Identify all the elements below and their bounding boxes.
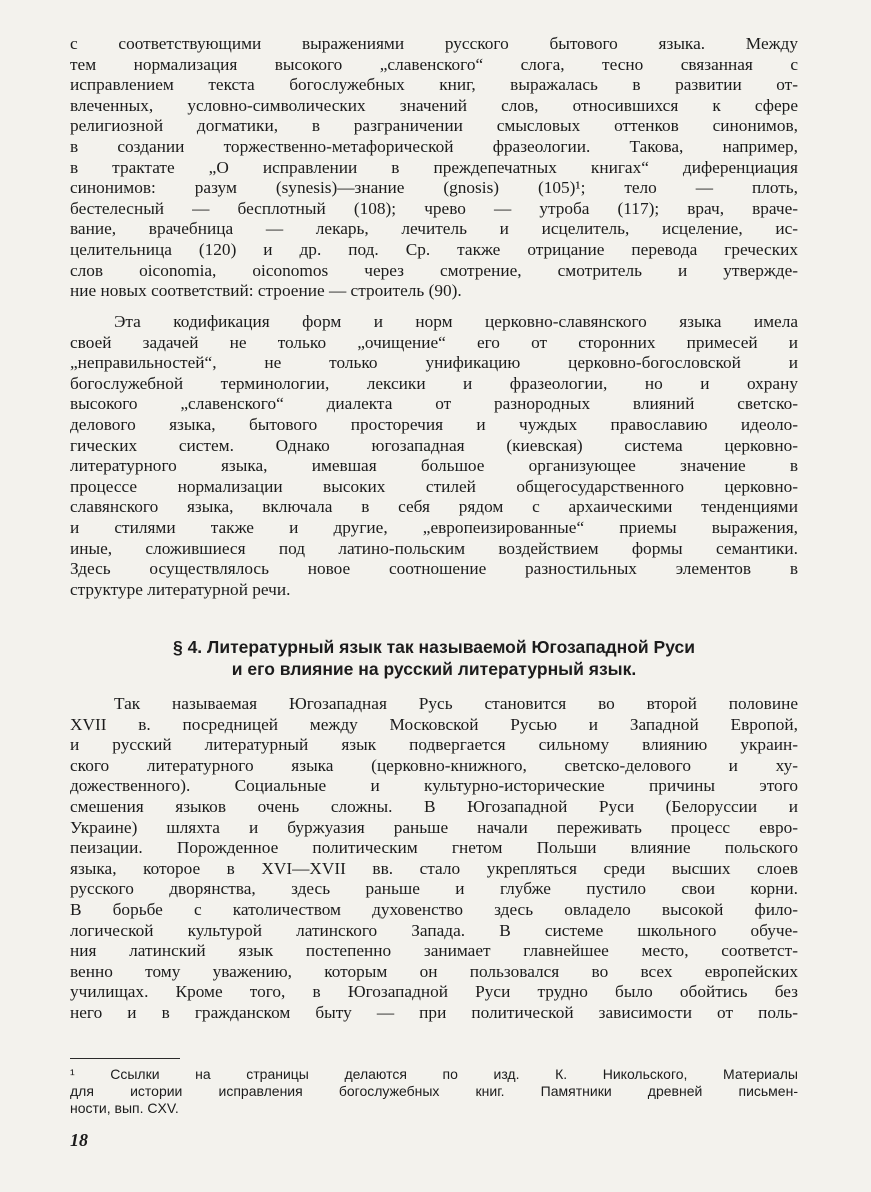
text-line: целительница (120) и др. под. Ср. также отрицание перевода греческих [70, 239, 798, 259]
text-line: ние новых соответствий: строение — строитель (90). [70, 281, 462, 301]
footnote [70, 1066, 798, 1117]
text-line: литературного языка, имевшая большое организующее значение в [70, 456, 798, 476]
text-line: слов oiconomia, oiconomos через смотрение, смотритель и утвержде- [70, 260, 798, 280]
footnote-divider [70, 1058, 180, 1059]
text-line: логической культурой латинского Запада. В системе школьного обуче- [70, 920, 798, 940]
text-line: делового языка, бытового просторечия и чуждых православию идеоло- [70, 414, 798, 434]
text-line: и стилями также и другие, „европеизированные“ приемы выражения, [70, 517, 798, 537]
footnote-line: для истории исправления богослужебных книг. Памятники древней письмен- [70, 1083, 798, 1099]
text-line: в трактате „О исправлении в преждепечатных книгах“ диференциация [70, 157, 798, 177]
text-line: своей задачей не только „очищение“ его от сторонних примесей и [70, 332, 798, 352]
text-line: в создании торжественно-метафорической фразеологии. Такова, например, [70, 136, 798, 156]
text-line: вание, врачебница — лекарь, лечитель и исцелитель, исцеление, ис- [70, 219, 798, 239]
paragraph-1 [70, 34, 798, 302]
text-line: славянского языка, включала в себя рядом с архаическими тенденциями [70, 497, 798, 517]
text-line: „неправильностей“, не только унификацию церковно-богословской и [70, 353, 798, 373]
text-line: дожественного). Социальные и культурно-исторические причины этого [70, 776, 798, 796]
text-line: влеченных, условно-символических значений слов, относившихся к сфере [70, 95, 798, 115]
text-line: русского дворянства, здесь раньше и глубже пустило свои корни. [70, 879, 798, 899]
section-heading [70, 636, 798, 680]
text-line: ского литературного языка (церковно-книжного, светско-делового и ху- [70, 755, 798, 775]
heading-line-1: § 4. Литературный язык так называемой Югозападной Руси [172, 637, 695, 657]
paragraph-3 [70, 694, 798, 1024]
text-line: Здесь осуществлялось новое соотношение разностильных элементов в [70, 559, 798, 579]
text-line: училищах. Кроме того, в Югозападной Руси трудно было обойтись без [70, 982, 798, 1002]
text-line: религиозной догматики, в разграничении смысловых оттенков синонимов, [70, 116, 798, 136]
text-line: высокого „славенского“ диалекта от разнородных влияний светско- [70, 394, 798, 414]
heading-line-2: и его влияние на русский литературный язык. [231, 659, 637, 679]
page-number: 18 [70, 1130, 88, 1150]
text-line: смешения языков очень сложны. В Югозападной Руси (Белоруссии и [70, 796, 798, 816]
text-line: языка, которое в XVI—XVII вв. стало укрепляться среди высших слоев [70, 858, 798, 878]
text-line: богослужебной терминологии, лексики и фразеологии, но и охрану [70, 373, 798, 393]
text-line: него и в гражданском быту — при политической зависимости от поль- [70, 1002, 798, 1022]
text-line: Эта кодификация форм и норм церковно-славянского языка имела [114, 312, 798, 331]
footnote-line: ности, вып. CXV. [70, 1100, 179, 1116]
text-line: бестелесный — бесплотный (108); чрево — утроба (117); врач, враче- [70, 198, 798, 218]
text-line: Так называемая Югозападная Русь становится во второй половине [114, 694, 798, 713]
text-line: синонимов: разум (synesis)—знание (gnosis) (105)¹; тело — плоть, [70, 178, 798, 198]
paragraph-2 [70, 312, 798, 600]
text-line: Украине) шляхта и буржуазия раньше начали переживать процесс евро- [70, 817, 798, 837]
text-line: с соответствующими выражениями русского бытового языка. Между [70, 34, 798, 53]
text-line: иные, сложившиеся под латино-польским воздействием формы семантики. [70, 538, 798, 558]
text-line: венно тому уважению, которым он пользовался во всех европейских [70, 961, 798, 981]
text-line: В борьбе с католичеством духовенство здесь овладело высокой фило- [70, 899, 798, 919]
footnote-line: ¹ Ссылки на страницы делаются по изд. К. Никольского, Материалы [70, 1066, 798, 1082]
text-line: процессе нормализации высоких стилей общегосударственного церковно- [70, 476, 798, 496]
text-line: и русский литературный язык подвергается сильному влиянию украин- [70, 735, 798, 755]
text-line: пеизации. Порожденное политическим гнетом Польши влияние польского [70, 838, 798, 858]
text-line: XVII в. посредницей между Московской Русью и Западной Европой, [70, 714, 798, 734]
text-line: ния латинский язык постепенно занимает главнейшее место, соответст- [70, 941, 798, 961]
text-line: тем нормализация высокого „славенского“ слога, тесно связанная с [70, 54, 798, 74]
text-line: структуре литературной речи. [70, 579, 291, 599]
text-line: гических систем. Однако югозападная (киевская) система церковно- [70, 435, 798, 455]
text-line: исправлением текста богослужебных книг, выражалась в развитии от- [70, 75, 798, 95]
